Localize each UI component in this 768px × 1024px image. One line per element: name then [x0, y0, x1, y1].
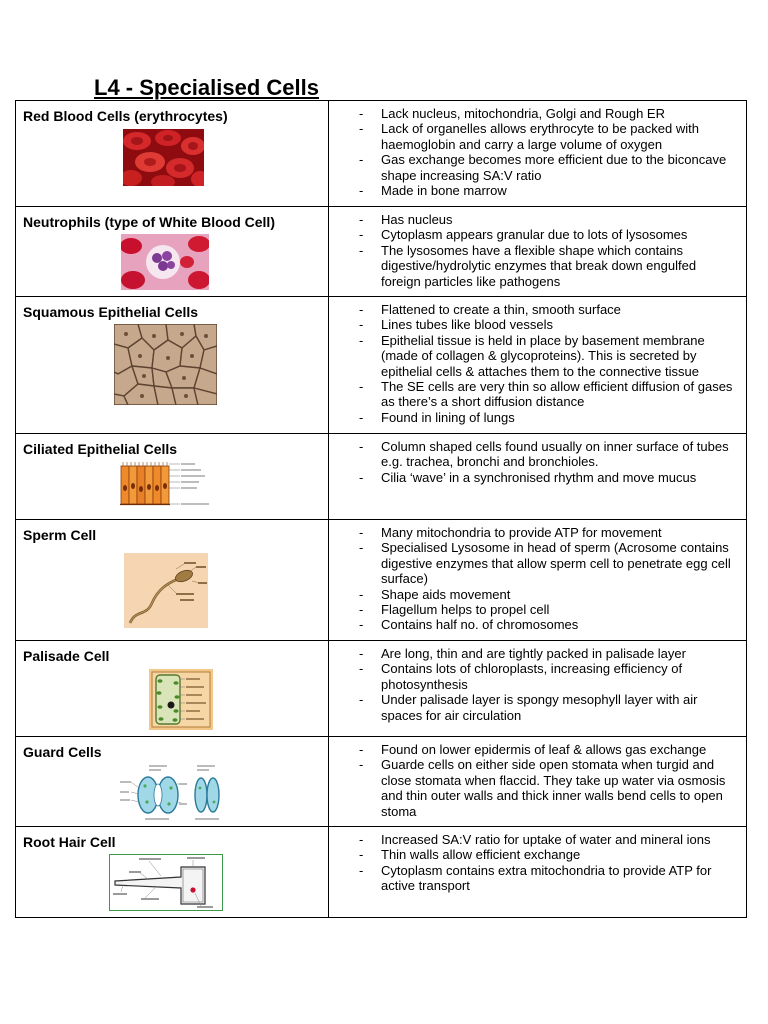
list-item: - Made in bone marrow — [359, 183, 736, 198]
list-item: - Thin walls allow efficient exchange — [359, 847, 736, 862]
cell-name-column — [16, 827, 329, 918]
list-item: - Contains half no. of chromosomes — [359, 617, 736, 632]
list-item: - Has nucleus — [359, 212, 736, 227]
cell-name-column — [16, 297, 329, 434]
list-item: - Flattened to create a thin, smooth surface — [359, 302, 736, 317]
list-item: - Many mitochondria to provide ATP for movement — [359, 525, 736, 540]
list-item: - Increased SA:V ratio for uptake of water and mineral ions — [359, 832, 736, 847]
list-item: - Flagellum helps to propel cell — [359, 602, 736, 617]
fact-list — [359, 646, 736, 723]
fact-list — [359, 832, 736, 894]
table-row — [16, 297, 747, 434]
sperm-cell-diagram — [124, 553, 208, 628]
guard-cells-diagram — [119, 762, 227, 822]
table-row — [16, 827, 747, 918]
list-item: - Cytoplasm appears granular due to lots of lysosomes — [359, 227, 736, 242]
table-row — [16, 207, 747, 297]
cell-description — [329, 737, 747, 827]
list-item: - Column shaped cells found usually on inner surface of tubes e.g. trachea, bronchi and bronchioles. — [359, 439, 736, 470]
list-item: - Contains lots of chloroplasts, increasing efficiency of photosynthesis — [359, 661, 736, 692]
list-item: - Lines tubes like blood vessels — [359, 317, 736, 332]
fact-list — [359, 212, 736, 289]
cell-description — [329, 434, 747, 520]
squamous-epithelial-image — [114, 324, 217, 405]
cell-name-column — [16, 434, 329, 520]
cell-name: Sperm Cell — [23, 527, 97, 543]
list-item: - The lysosomes have a flexible shape which contains digestive/hydrolytic enzymes that break down engulfed foreign particles like pathogens — [359, 243, 736, 289]
list-item: - Found in lining of lungs — [359, 410, 736, 425]
cell-description — [329, 641, 747, 737]
table-row — [16, 641, 747, 737]
list-item: - Cytoplasm contains extra mitochondria to provide ATP for active transport — [359, 863, 736, 894]
fact-list — [359, 525, 736, 633]
cell-description — [329, 101, 747, 207]
list-item: - The SE cells are very thin so allow efficient diffusion of gases as there’s a short diffusion distance — [359, 379, 736, 410]
cell-name: Red Blood Cells (erythrocytes) — [23, 108, 228, 124]
list-item: - Under palisade layer is spongy mesophyll layer with air spaces for air circulation — [359, 692, 736, 723]
cell-name-column — [16, 641, 329, 737]
list-item: - Guarde cells on either side open stomata when turgid and close stomata when flaccid. They take up water via osmosis and thin outer walls and thick inner walls bend cells to open stoma — [359, 757, 736, 819]
cell-description — [329, 827, 747, 918]
list-item: - Epithelial tissue is held in place by basement membrane (made of collagen & glycoproteins). This is secreted by epithelial cells & attaches them to the connective tissue — [359, 333, 736, 379]
root-hair-cell-diagram — [109, 854, 223, 911]
neutrophil-image — [121, 234, 209, 290]
list-item: - Lack of organelles allows erythrocyte to be packed with haemoglobin and carry a large volume of oxygen — [359, 121, 736, 152]
fact-list — [359, 439, 736, 485]
list-item: - Lack nucleus, mitochondria, Golgi and Rough ER — [359, 106, 736, 121]
table-row — [16, 101, 747, 207]
list-item: - Found on lower epidermis of leaf & allows gas exchange — [359, 742, 736, 757]
cell-name: Ciliated Epithelial Cells — [23, 441, 178, 457]
cell-name-column — [16, 737, 329, 827]
fact-list — [359, 106, 736, 198]
cell-name: Guard Cells — [23, 744, 102, 760]
cell-name-column — [16, 520, 329, 641]
cell-name: Palisade Cell — [23, 648, 110, 664]
list-item: - Specialised Lysosome in head of sperm (Acrosome contains digestive enzymes that allow sperm cell to penetrate egg cell surface) — [359, 540, 736, 586]
list-item: - Cilia ‘wave’ in a synchronised rhythm and move mucus — [359, 470, 736, 485]
cell-description — [329, 520, 747, 641]
ciliated-epithelial-diagram — [120, 460, 212, 506]
page-title: L4 - Specialised Cells — [94, 75, 319, 100]
table-row — [16, 520, 747, 641]
cell-name: Root Hair Cell — [23, 834, 116, 850]
fact-list — [359, 302, 736, 425]
list-item: - Gas exchange becomes more efficient due to the biconcave shape increasing SA:V ratio — [359, 152, 736, 183]
cell-name: Squamous Epithelial Cells — [23, 304, 199, 320]
cells-table — [15, 100, 747, 918]
red-blood-cells-image — [123, 129, 204, 186]
table-row — [16, 434, 747, 520]
list-item: - Are long, thin and are tightly packed in palisade layer — [359, 646, 736, 661]
cell-name-column — [16, 207, 329, 297]
cell-description — [329, 297, 747, 434]
cell-name-column — [16, 101, 329, 207]
list-item: - Shape aids movement — [359, 587, 736, 602]
fact-list — [359, 742, 736, 819]
palisade-cell-diagram — [149, 669, 213, 730]
cell-name: Neutrophils (type of White Blood Cell) — [23, 214, 275, 230]
table-row — [16, 737, 747, 827]
cell-description — [329, 207, 747, 297]
